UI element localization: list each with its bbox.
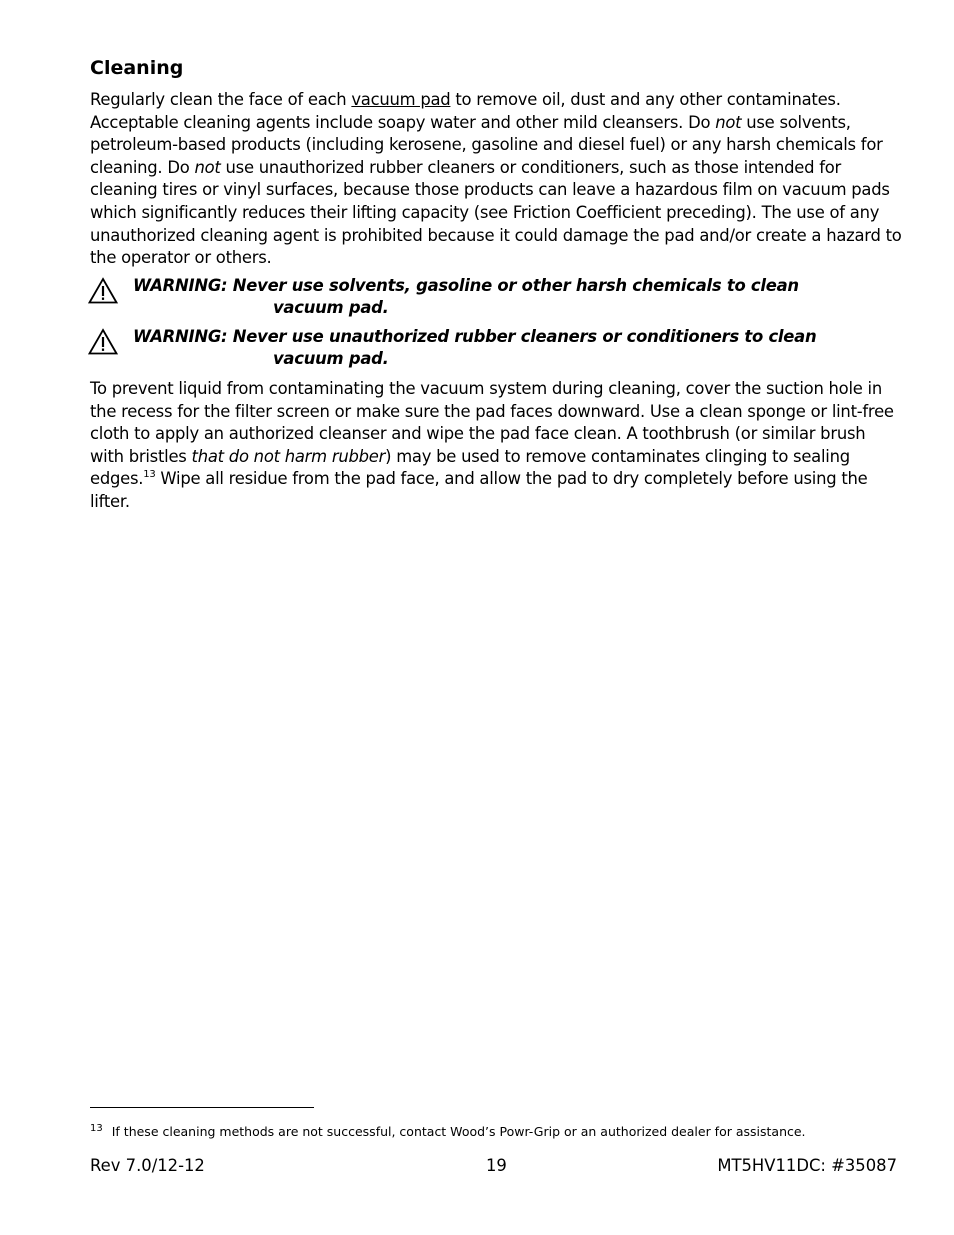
footnote-reference[interactable]: 13: [143, 468, 156, 480]
footnote-text: If these cleaning methods are not successful, contact Wood’s Powr-Grip or an authorized dealer for assistance.: [111, 1124, 806, 1139]
para1-text-2: to remove oil, dust and any other contaminates. Acceptable cleaning agents include soapy water and other mild cleansers. Do: [90, 90, 841, 132]
para2-text-2: ) may be used to remove contaminates clinging to sealing edges.: [90, 446, 850, 489]
footnote-number: 13: [90, 1123, 103, 1134]
para1-emphasis-2: not: [194, 157, 221, 177]
para2-emphasis: that do not harm rubber: [191, 446, 386, 466]
footnote: [90, 1124, 806, 1139]
vacuum-pad-link[interactable]: vacuum pad: [351, 90, 451, 109]
cleaning-paragraph: [90, 89, 902, 270]
warning-text-line1: WARNING: Never use solvents, gasoline or other harsh chemicals to clean: [133, 276, 799, 295]
para1-emphasis-1: not: [715, 112, 742, 132]
para1-text-3: use solvents, petroleum-based products (including kerosene, gasoline and diesel fuel) or any harsh chemicals for cleaning. Do: [90, 112, 883, 177]
footnote-divider: [90, 1107, 314, 1108]
warning-triangle-icon: [88, 328, 118, 355]
para2-text-1: To prevent liquid from contaminating the vacuum system during cleaning, cover the suction hole in the recess for the filter screen or make sure the pad faces downward. Use a clean sponge or lint-free cloth to apply an authorized cleanser and wipe the pad face clean. A toothbrush (or similar brush with bristles: [90, 379, 894, 466]
footer-document-id: MT5HV11DC: #35087: [717, 1156, 897, 1175]
section-heading: Cleaning: [90, 57, 184, 79]
footer-revision: Rev 7.0/12-12: [90, 1156, 205, 1175]
warning-text-line1: WARNING: Never use unauthorized rubber cleaners or conditioners to clean: [133, 327, 817, 346]
warning-text-line2: vacuum pad.: [273, 349, 389, 368]
procedure-paragraph: [90, 378, 902, 514]
para1-text-4: use unauthorized rubber cleaners or conditioners, such as those intended for cleaning tires or vinyl surfaces, because those products can leave a hazardous film on vacuum pads which significantly reduces their lifting capacity (see Friction Coefficient preceding). The use of any unauthorized cleaning agent is prohibited because it could damage the pad and/or create a hazard to the operator or others.: [90, 157, 902, 268]
warning-text-line2: vacuum pad.: [273, 298, 389, 317]
para1-text-1: Regularly clean the face of each: [90, 90, 352, 109]
warning-triangle-icon: [88, 277, 118, 304]
para2-text-3: Wipe all residue from the pad face, and allow the pad to dry completely before using the lifter.: [90, 469, 868, 511]
footer-page-number: 19: [486, 1156, 507, 1175]
